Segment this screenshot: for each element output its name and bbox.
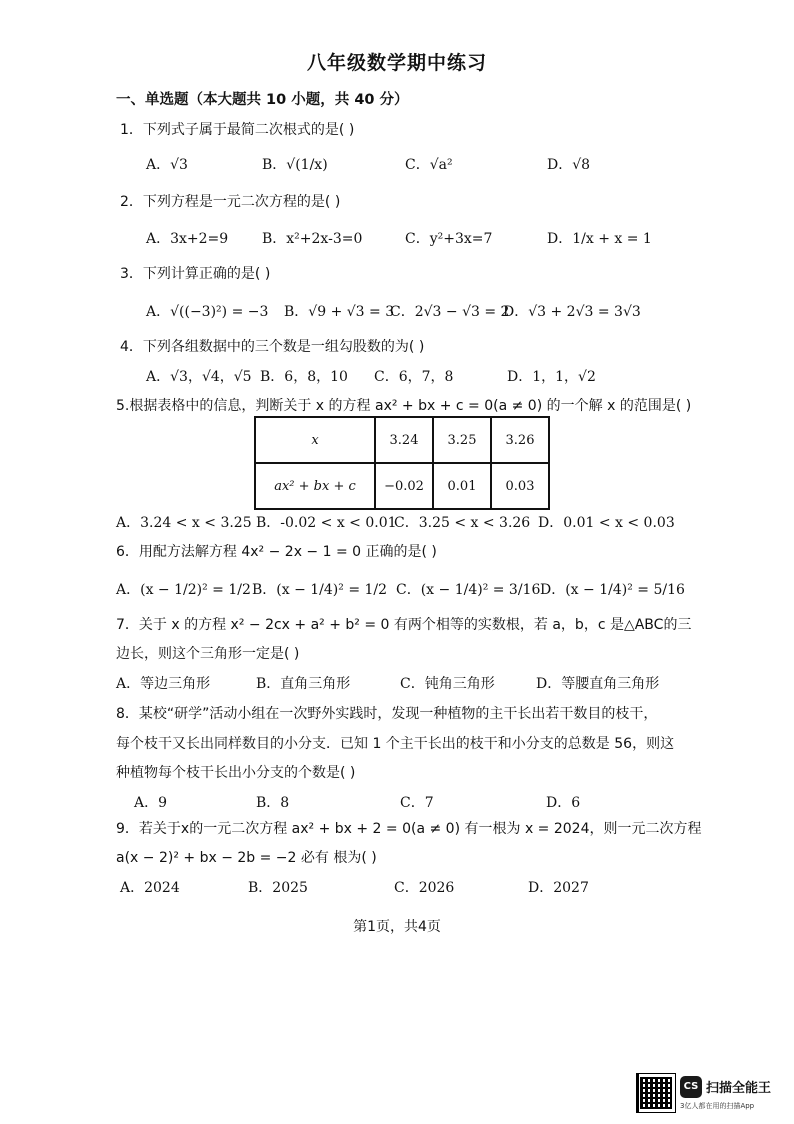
q9-option-b: B．2025 — [248, 880, 308, 896]
q4-option-b: B．6，8，10 — [260, 369, 348, 385]
q2-option-a: A．3x+2=9 — [146, 231, 229, 247]
page-footer: 第1页，共4页 — [353, 919, 441, 935]
camscanner-logo-icon: CS — [680, 1076, 702, 1098]
table-cell: −0.02 — [375, 463, 433, 509]
q9-option-c: C．2026 — [394, 880, 455, 896]
q7-option-a: A．等边三角形 — [116, 676, 211, 692]
q7-option-d: D．等腰直角三角形 — [536, 676, 660, 692]
page-title: 八年级数学期中练习 — [306, 52, 487, 74]
question-3-stem: 3．下列计算正确的是( ) — [120, 266, 271, 282]
table-cell: x — [255, 417, 375, 463]
question-9-stem-cont: a(x − 2)² + bx − 2b = −2 必有 根为( ) — [116, 850, 377, 866]
question-7-stem-cont: 边长，则这个三角形一定是( ) — [116, 646, 300, 662]
q3-option-b: B．√9 + √3 = 3 — [284, 304, 395, 320]
question-5-stem: 5.根据表格中的信息，判断关于 x 的方程 ax² + bx + c = 0(a ≠ 0) 的一个解 x 的范围是( ) — [116, 398, 692, 414]
q3-option-d: D．√3 + 2√3 = 3√3 — [503, 304, 641, 320]
q7-option-c: C．钝角三角形 — [400, 676, 495, 692]
q3-option-c: C．2√3 − √3 = 2 — [390, 304, 510, 320]
question-2-stem: 2．下列方程是一元二次方程的是( ) — [120, 194, 341, 210]
q5-option-c: C．3.25 < x < 3.26 — [394, 515, 531, 531]
q4-option-a: A．√3，√4，√5 — [146, 369, 252, 385]
q1-option-a: A．√3 — [146, 157, 188, 173]
table-row — [255, 463, 549, 509]
q6-option-d: D．(x − 1/4)² = 5/16 — [540, 582, 685, 598]
table-cell: 0.03 — [491, 463, 549, 509]
question-8-stem: 8．某校“研学”活动小组在一次野外实践时，发现一种植物的主干长出若干数目的枝干， — [116, 706, 658, 722]
qr-code-icon — [636, 1073, 676, 1113]
question-7-stem: 7．关于 x 的方程 x² − 2cx + a² + b² = 0 有两个相等的实数根，若 a，b，c 是△ABC的三 — [116, 617, 692, 633]
table-cell: 3.24 — [375, 417, 433, 463]
question-6-stem: 6．用配方法解方程 4x² − 2x − 1 = 0 正确的是( ) — [116, 544, 437, 560]
q3-option-a: A．√((−3)²) = −3 — [146, 304, 269, 320]
q1-option-b: B．√(1/x) — [262, 157, 328, 173]
q9-option-d: D．2027 — [528, 880, 589, 896]
q5-option-d: D．0.01 < x < 0.03 — [538, 515, 675, 531]
question-9-stem: 9．若关于x的一元二次方程 ax² + bx + 2 = 0(a ≠ 0) 有一根为 x = 2024，则一元二次方程 — [116, 821, 702, 837]
table-row — [255, 417, 549, 463]
q9-option-a: A．2024 — [120, 880, 180, 896]
question-4-stem: 4．下列各组数据中的三个数是一组勾股数的为( ) — [120, 339, 425, 355]
table-cell: 3.26 — [491, 417, 549, 463]
value-table — [254, 416, 550, 510]
q8-option-d: D．6 — [546, 795, 581, 811]
q8-option-c: C．7 — [400, 795, 434, 811]
q6-option-c: C．(x − 1/4)² = 3/16 — [396, 582, 541, 598]
q5-option-b: B．-0.02 < x < 0.01 — [256, 515, 397, 531]
scanner-app-name: 扫描全能王 — [706, 1081, 772, 1096]
q8-option-a: A．9 — [134, 795, 168, 811]
q1-option-d: D．√8 — [547, 157, 591, 173]
q8-option-b: B．8 — [256, 795, 290, 811]
q1-option-c: C．√a² — [405, 157, 453, 173]
q5-option-a: A．3.24 < x < 3.25 — [116, 515, 252, 531]
q2-option-c: C．y²+3x=7 — [405, 231, 493, 247]
section-heading: 一、单选题（本大题共 10 小题，共 40 分） — [116, 92, 409, 108]
q6-option-b: B．(x − 1/4)² = 1/2 — [252, 582, 388, 598]
question-1-stem: 1．下列式子属于最简二次根式的是( ) — [120, 122, 355, 138]
q7-option-b: B．直角三角形 — [256, 676, 351, 692]
q6-option-a: A．(x − 1/2)² = 1/2 — [116, 582, 251, 598]
question-8-stem-cont2: 种植物每个枝干长出小分支的个数是( ) — [116, 765, 356, 781]
q4-option-c: C．6，7，8 — [374, 369, 454, 385]
table-cell: 3.25 — [433, 417, 491, 463]
q4-option-d: D．1，1，√2 — [507, 369, 596, 385]
table-cell: 0.01 — [433, 463, 491, 509]
q2-option-b: B．x²+2x-3=0 — [262, 231, 363, 247]
table-cell: ax² + bx + c — [255, 463, 375, 509]
question-8-stem-cont: 每个枝干又长出同样数目的小分支．已知 1 个主干长出的枝干和小分支的总数是 56，则这 — [116, 736, 675, 752]
scanner-tagline: 3亿人都在用的扫描App — [680, 1102, 755, 1110]
q2-option-d: D．1/x + x = 1 — [547, 231, 652, 247]
